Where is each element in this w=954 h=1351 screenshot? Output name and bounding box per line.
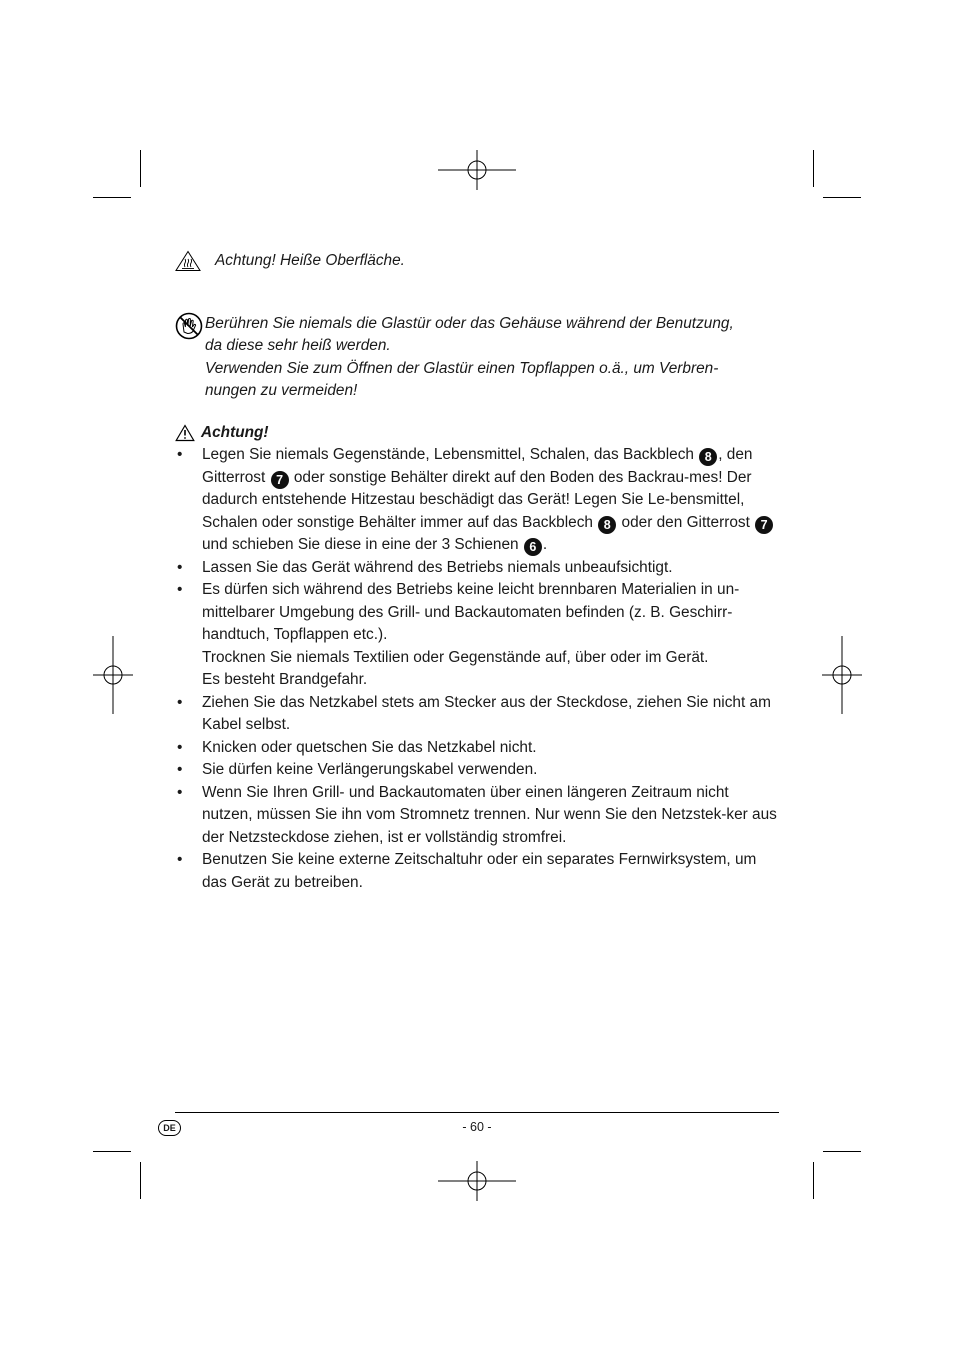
crop-mark	[813, 1162, 814, 1199]
list-item-text: oder den Gitterrost	[621, 513, 750, 531]
part-number-badge: 6	[524, 538, 542, 556]
crop-mark	[140, 150, 141, 187]
crop-mark	[140, 1162, 141, 1199]
list-item-text: Es besteht Brandgefahr.	[202, 671, 368, 688]
list-item: • Benutzen Sie keine externe Zeitschaltuhr oder ein separates Fernwirksystem, um das Gerät zu betreiben.	[175, 849, 780, 894]
do-not-touch-hand-icon	[175, 312, 203, 340]
no-touch-notice	[175, 313, 780, 403]
warning-title: Achtung!	[201, 423, 269, 441]
part-number-badge: 8	[598, 516, 616, 534]
part-number-badge: 7	[271, 471, 289, 489]
list-item: • Ziehen Sie das Netzkabel stets am Stecker aus der Steckdose, ziehen Sie nicht am Kabel selbst.	[175, 692, 780, 737]
list-item-text: Legen Sie niemals Gegenstände, Lebensmittel, Schalen, das Backblech	[202, 446, 694, 463]
list-item-text: und schieben Sie diese in eine der 3 Schienen	[202, 536, 519, 553]
footer-divider	[175, 1112, 779, 1113]
crop-mark	[93, 1151, 131, 1152]
list-item-text: • Es dürfen sich während des Betriebs keine leicht brennbaren Materialien in un-mittelbarer Umgebung des Grill- und Backautomaten befinden (z. B. Geschirr-handtuch, Topflappen etc.).	[202, 581, 740, 643]
part-number-badge: 7	[755, 516, 773, 534]
hot-surface-notice	[175, 250, 780, 273]
warning-triangle-icon	[175, 424, 195, 442]
safety-list	[175, 444, 780, 894]
crop-mark	[93, 197, 131, 198]
list-item-text: .	[542, 536, 548, 553]
language-badge: DE	[158, 1120, 181, 1136]
page-number: - 60 -	[462, 1120, 492, 1134]
no-touch-line: Verwenden Sie zum Öffnen der Glastür einen Topflappen o.ä., um Verbren-	[205, 359, 719, 377]
list-item: • Sie dürfen keine Verlängerungskabel verwenden.	[175, 759, 780, 782]
registration-mark	[438, 1161, 516, 1201]
list-item-text: oder sonstige Behälter direkt auf den Boden des Backrau-mes! Der dadurch entstehende Hitzestau beschädigt das Gerät! Legen Sie Le-bensmittel, Schalen oder sonstige Behälter immer auf das Backblech	[202, 468, 752, 531]
list-item-text: , den Gitterrost	[202, 446, 753, 486]
hot-surface-warning-icon	[175, 250, 201, 272]
list-item-text: Trocknen Sie niemals Textilien oder Gegenstände auf, über oder im Gerät.	[202, 648, 709, 666]
crop-mark	[823, 197, 861, 198]
part-number-badge: 8	[699, 448, 717, 466]
warning-heading	[175, 422, 780, 445]
list-item	[175, 444, 780, 557]
list-item	[175, 579, 780, 692]
list-item: • Wenn Sie Ihren Grill- und Backautomaten über einen längeren Zeitraum nicht nutzen, müssen Sie ihn vom Stromnetz trennen. Nur wenn Sie den Netzstek-ker aus der Netzsteckdose ziehen, ist er vollständig stromfrei.	[175, 782, 780, 850]
registration-mark	[438, 150, 516, 190]
list-item: • Lassen Sie das Gerät während des Betriebs niemals unbeaufsichtigt.	[175, 557, 780, 580]
no-touch-line: nungen zu vermeiden!	[205, 382, 358, 399]
no-touch-line: da diese sehr heiß werden.	[205, 337, 391, 354]
registration-mark	[93, 636, 133, 714]
no-touch-line: Berühren Sie niemals die Glastür oder das Gehäuse während der Benutzung,	[205, 314, 734, 332]
safety-content	[175, 250, 780, 894]
crop-mark	[823, 1151, 861, 1152]
hot-surface-text: Achtung! Heiße Oberfläche.	[215, 252, 405, 269]
crop-mark	[813, 150, 814, 187]
registration-mark	[822, 636, 862, 714]
list-item: • Knicken oder quetschen Sie das Netzkabel nicht.	[175, 737, 780, 760]
